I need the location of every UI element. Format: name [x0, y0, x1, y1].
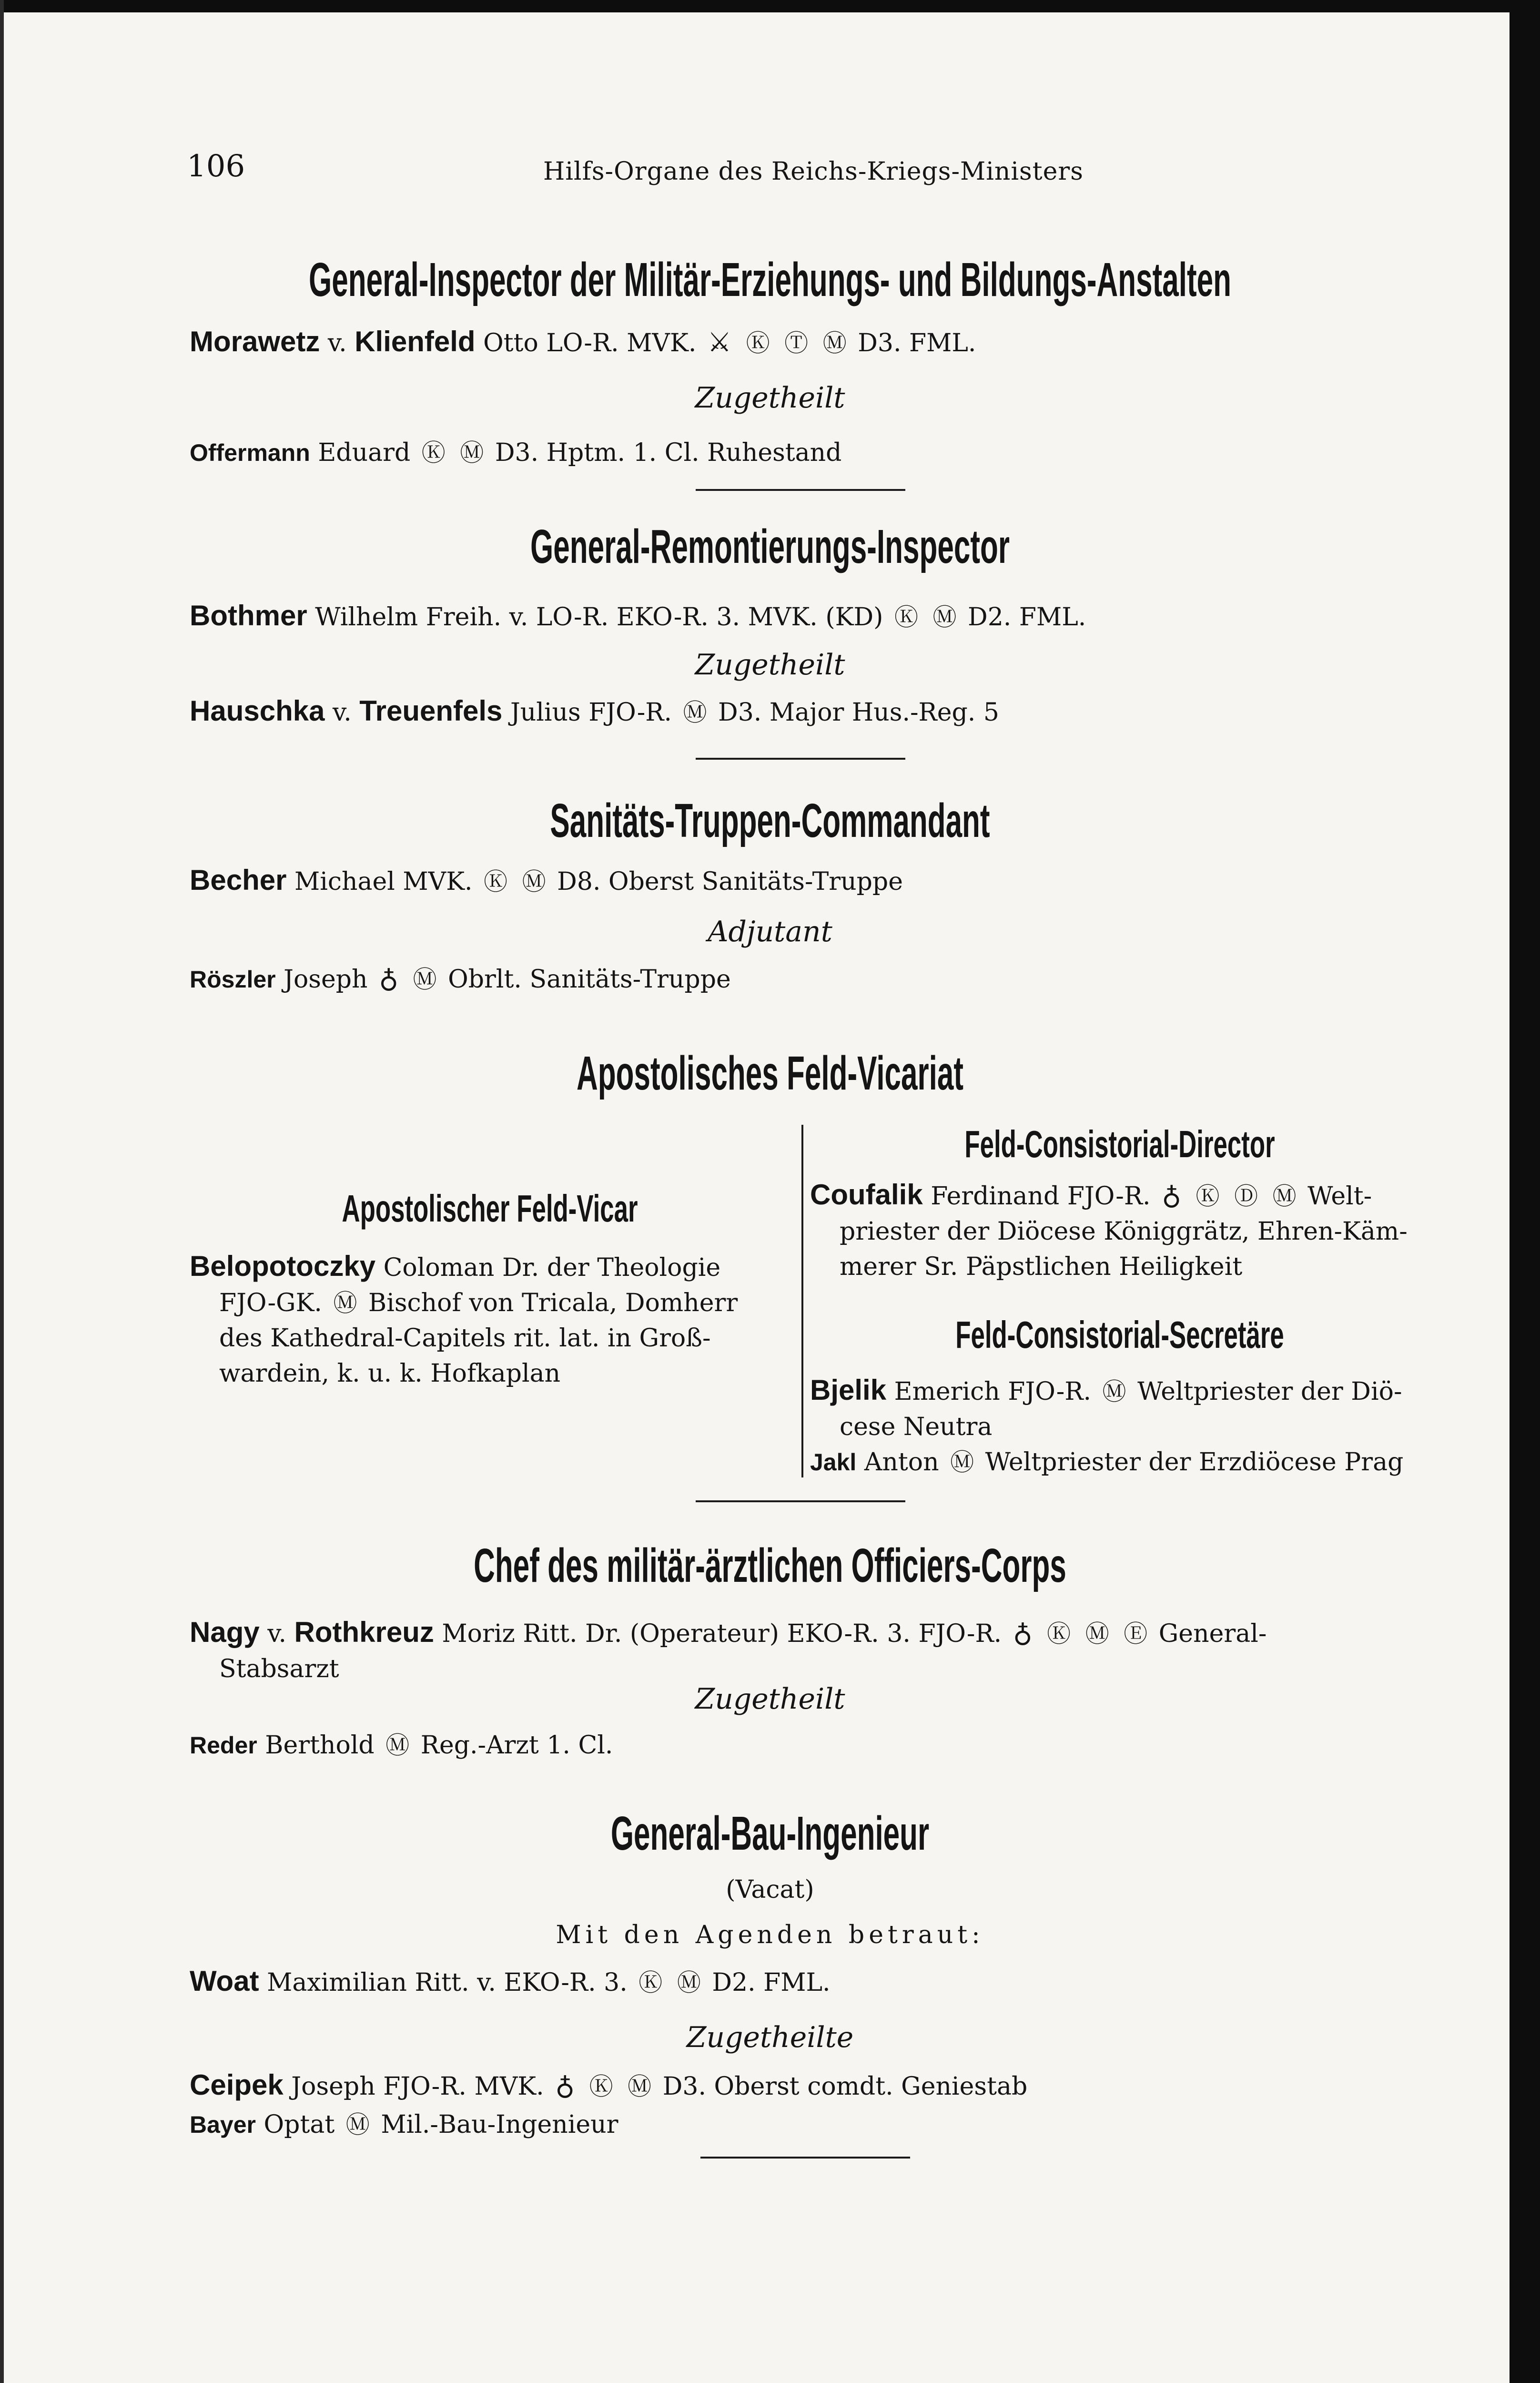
entry-nagy: [190, 1615, 1429, 1687]
section-title-sanitaets: Sanitäts-Truppen-Commandant: [550, 794, 990, 847]
k-medal-icon: Ⓚ: [1196, 1182, 1220, 1210]
entry-text: Ferdinand FJO-R.: [931, 1182, 1151, 1211]
entry-tail: D2. FML.: [968, 603, 1086, 631]
entry-text: Bischof von Tricala, Domherr: [368, 1289, 738, 1317]
entry-woat: [190, 1964, 831, 1998]
entry-line-3: merer Sr. Päpstlichen Heiligkeit: [840, 1253, 1243, 1281]
section-title-feld-vicariat: Apostolisches Feld-Vicariat: [576, 1047, 963, 1100]
column-divider: [801, 1125, 803, 1477]
entry-line-1: [190, 1615, 1429, 1651]
entry-ceipek: [190, 2067, 1027, 2102]
entry-name: Röszler: [190, 966, 276, 993]
entry-line-1: [190, 1249, 790, 1285]
entry-text: Coloman Dr. der Theologie: [383, 1253, 721, 1282]
subheading-zugetheilt: Zugetheilt: [695, 1682, 845, 1716]
entry-tail: D3. Oberst comdt. Geniestab: [662, 2072, 1028, 2101]
entry-text: Otto LO-R. MVK.: [483, 329, 697, 357]
entry-belopotoczky: [190, 1249, 790, 1391]
entry-text: Maximilian Ritt. v. EKO-R. 3.: [267, 1968, 628, 1997]
entry-offermann: [190, 434, 841, 468]
m-medal-icon: Ⓜ: [950, 1448, 974, 1476]
entry-tail: Weltpriester der Diö-: [1137, 1377, 1402, 1406]
m-medal-icon: Ⓜ: [683, 699, 707, 726]
entry-first-name: Berthold: [265, 1731, 375, 1760]
section-divider: [696, 758, 905, 760]
subheading-adjutant: Adjutant: [708, 915, 832, 948]
right-column-heading-director: Feld-Consistorial-Director: [964, 1123, 1275, 1165]
entry-name: Hauschka: [190, 695, 325, 727]
entry-name: Morawetz: [190, 326, 320, 357]
entry-name: Reder: [190, 1732, 257, 1759]
entry-tail: Weltpriester der Erzdiöcese Prag: [985, 1448, 1404, 1477]
d-medal-icon: Ⓓ: [1234, 1182, 1258, 1210]
entry-text: Wilhelm Freih. v. LO-R. EKO-R. 3. MVK. (KD): [315, 603, 883, 631]
section-title-bau-ingenieur: General-Bau-Ingenieur: [610, 1807, 930, 1860]
entry-text: Anton: [864, 1448, 939, 1477]
entry-line-4: wardein, k. u. k. Hofkaplan: [219, 1359, 561, 1388]
entry-name: Jakl: [810, 1449, 857, 1476]
m-medal-icon: Ⓜ: [1102, 1378, 1126, 1405]
subheading-zugetheilte: Zugetheilte: [686, 2021, 854, 2054]
section-title-chef-aerztlich: Chef des militär-ärztlichen Officiers-Corps: [474, 1539, 1066, 1592]
k-medal-icon: Ⓚ: [894, 603, 918, 631]
right-column-heading-secretaries: Feld-Consistorial-Secretäre: [955, 1314, 1284, 1356]
entry-name: Coufalik: [810, 1179, 923, 1211]
k-medal-icon: Ⓚ: [421, 439, 446, 467]
entry-roeszler: [190, 960, 731, 995]
entry-tail: D8. Oberst Sanitäts-Truppe: [557, 867, 903, 896]
entry-tail: Welt-: [1307, 1182, 1372, 1211]
entry-name: Nagy: [190, 1616, 260, 1648]
entry-name-2: Rothkreuz: [294, 1616, 434, 1648]
m-medal-icon: Ⓜ: [345, 2111, 370, 2139]
m-medal-icon: Ⓜ: [677, 1969, 701, 1996]
t-medal-icon: Ⓣ: [784, 329, 809, 357]
m-medal-icon: Ⓜ: [460, 439, 484, 467]
m-medal-icon: Ⓜ: [385, 1731, 410, 1759]
entry-line-2: Stabsarzt: [219, 1655, 339, 1683]
cross-icon: ♁: [1013, 1618, 1033, 1649]
entry-text: Joseph FJO-R. MVK.: [291, 2072, 544, 2101]
m-medal-icon: Ⓜ: [333, 1289, 357, 1317]
section-title-general-inspector: General-Inspector der Militär-Erziehungs- und Bildungs-Anstalten: [309, 253, 1231, 306]
entry-name: Offermann: [190, 439, 310, 466]
cross-swords-icon: ⚔: [707, 327, 732, 358]
m-medal-icon: Ⓜ: [413, 966, 437, 993]
cross-icon: ♁: [379, 963, 399, 994]
entry-morawetz: [190, 324, 976, 358]
subheading-zugetheilt: Zugetheilt: [695, 381, 845, 415]
entry-line-2: [190, 1285, 790, 1321]
entry-jakl: [810, 1445, 1429, 1480]
m-medal-icon: Ⓜ: [932, 603, 957, 631]
entry-tail: D3. FML.: [858, 329, 976, 357]
entry-particle: v.: [333, 698, 352, 727]
entry-reder: [190, 1726, 613, 1761]
entry-name: Ceipek: [190, 2069, 284, 2101]
entry-name-2: Klienfeld: [355, 326, 476, 357]
entry-text: Michael MVK.: [294, 867, 473, 896]
entry-line-2: cese Neutra: [840, 1413, 993, 1441]
k-medal-icon: Ⓚ: [484, 868, 508, 896]
entry-tail: D2. FML.: [712, 1968, 831, 1997]
e-medal-icon: Ⓔ: [1124, 1620, 1148, 1648]
entry-name: Becher: [190, 864, 287, 896]
entry-becher: [190, 863, 903, 897]
entry-particle: v.: [327, 329, 347, 357]
entry-bothmer: [190, 598, 1086, 632]
m-medal-icon: Ⓜ: [822, 329, 847, 357]
entry-name: Bothmer: [190, 600, 307, 631]
entry-first-name: Eduard: [318, 438, 411, 467]
entry-particle: v.: [267, 1619, 286, 1648]
entry-text: Optat: [263, 2110, 335, 2139]
entry-first-name: Joseph: [284, 965, 368, 994]
k-medal-icon: Ⓚ: [638, 1969, 663, 1996]
running-title: Hilfs-Organe des Reichs-Kriegs-Ministers: [543, 157, 1084, 186]
entry-name: Bayer: [190, 2111, 256, 2138]
entry-tail: Obrlt. Sanitäts-Truppe: [448, 965, 731, 994]
k-medal-icon: Ⓚ: [1047, 1620, 1071, 1648]
entry-bjelik: [810, 1373, 1429, 1480]
cross-icon: ♁: [555, 2070, 575, 2101]
entry-hauschka: [190, 693, 999, 728]
entry-name: Bjelik: [810, 1374, 887, 1406]
entry-line-3: des Kathedral-Capitels rit. lat. in Groß-: [219, 1324, 711, 1353]
agenden-note: Mit den Agenden betraut:: [556, 1921, 984, 1949]
section-divider: [700, 2157, 910, 2159]
section-divider: [696, 1500, 905, 1502]
entry-tail: General-: [1158, 1619, 1267, 1648]
entry-name-2: Treuenfels: [359, 695, 503, 727]
entry-coufalik: [810, 1177, 1429, 1284]
entry-tail: Reg.-Arzt 1. Cl.: [420, 1731, 613, 1760]
section-divider: [696, 489, 905, 491]
entry-text: FJO-GK.: [219, 1289, 322, 1317]
entry-text: Emerich FJO-R.: [894, 1377, 1091, 1406]
k-medal-icon: Ⓚ: [589, 2073, 613, 2100]
left-column-heading: Apostolischer Feld-Vicar: [342, 1187, 638, 1230]
cross-icon: ♁: [1162, 1180, 1181, 1211]
m-medal-icon: Ⓜ: [1272, 1182, 1297, 1210]
entry-line-1: [810, 1177, 1429, 1214]
m-medal-icon: Ⓜ: [1085, 1620, 1109, 1648]
entry-bayer: [190, 2106, 618, 2140]
entry-line-2: priester der Diöcese Königgrätz, Ehren-Käm-: [840, 1217, 1408, 1246]
entry-tail: D3. Major Hus.-Reg. 5: [718, 698, 999, 727]
section-title-remontierungs: General-Remontierungs-Inspector: [530, 520, 1010, 573]
page-number: 106: [187, 149, 245, 184]
m-medal-icon: Ⓜ: [628, 2073, 652, 2100]
vacat-note: (Vacat): [726, 1875, 814, 1904]
scan-border-top: [0, 0, 1540, 12]
entry-tail: Mil.-Bau-Ingenieur: [381, 2110, 618, 2139]
entry-text: Moriz Ritt. Dr. (Operateur) EKO-R. 3. FJO-R.: [442, 1619, 1002, 1648]
subheading-zugetheilt: Zugetheilt: [695, 648, 845, 682]
entry-line-1: [810, 1373, 1429, 1409]
entry-name: Woat: [190, 1965, 259, 1997]
k-medal-icon: Ⓚ: [746, 329, 770, 357]
entry-tail: D3. Hptm. 1. Cl. Ruhestand: [495, 438, 842, 467]
entry-text: Julius FJO-R.: [510, 698, 672, 727]
entry-name: Belopotoczky: [190, 1250, 376, 1282]
m-medal-icon: Ⓜ: [522, 868, 546, 896]
